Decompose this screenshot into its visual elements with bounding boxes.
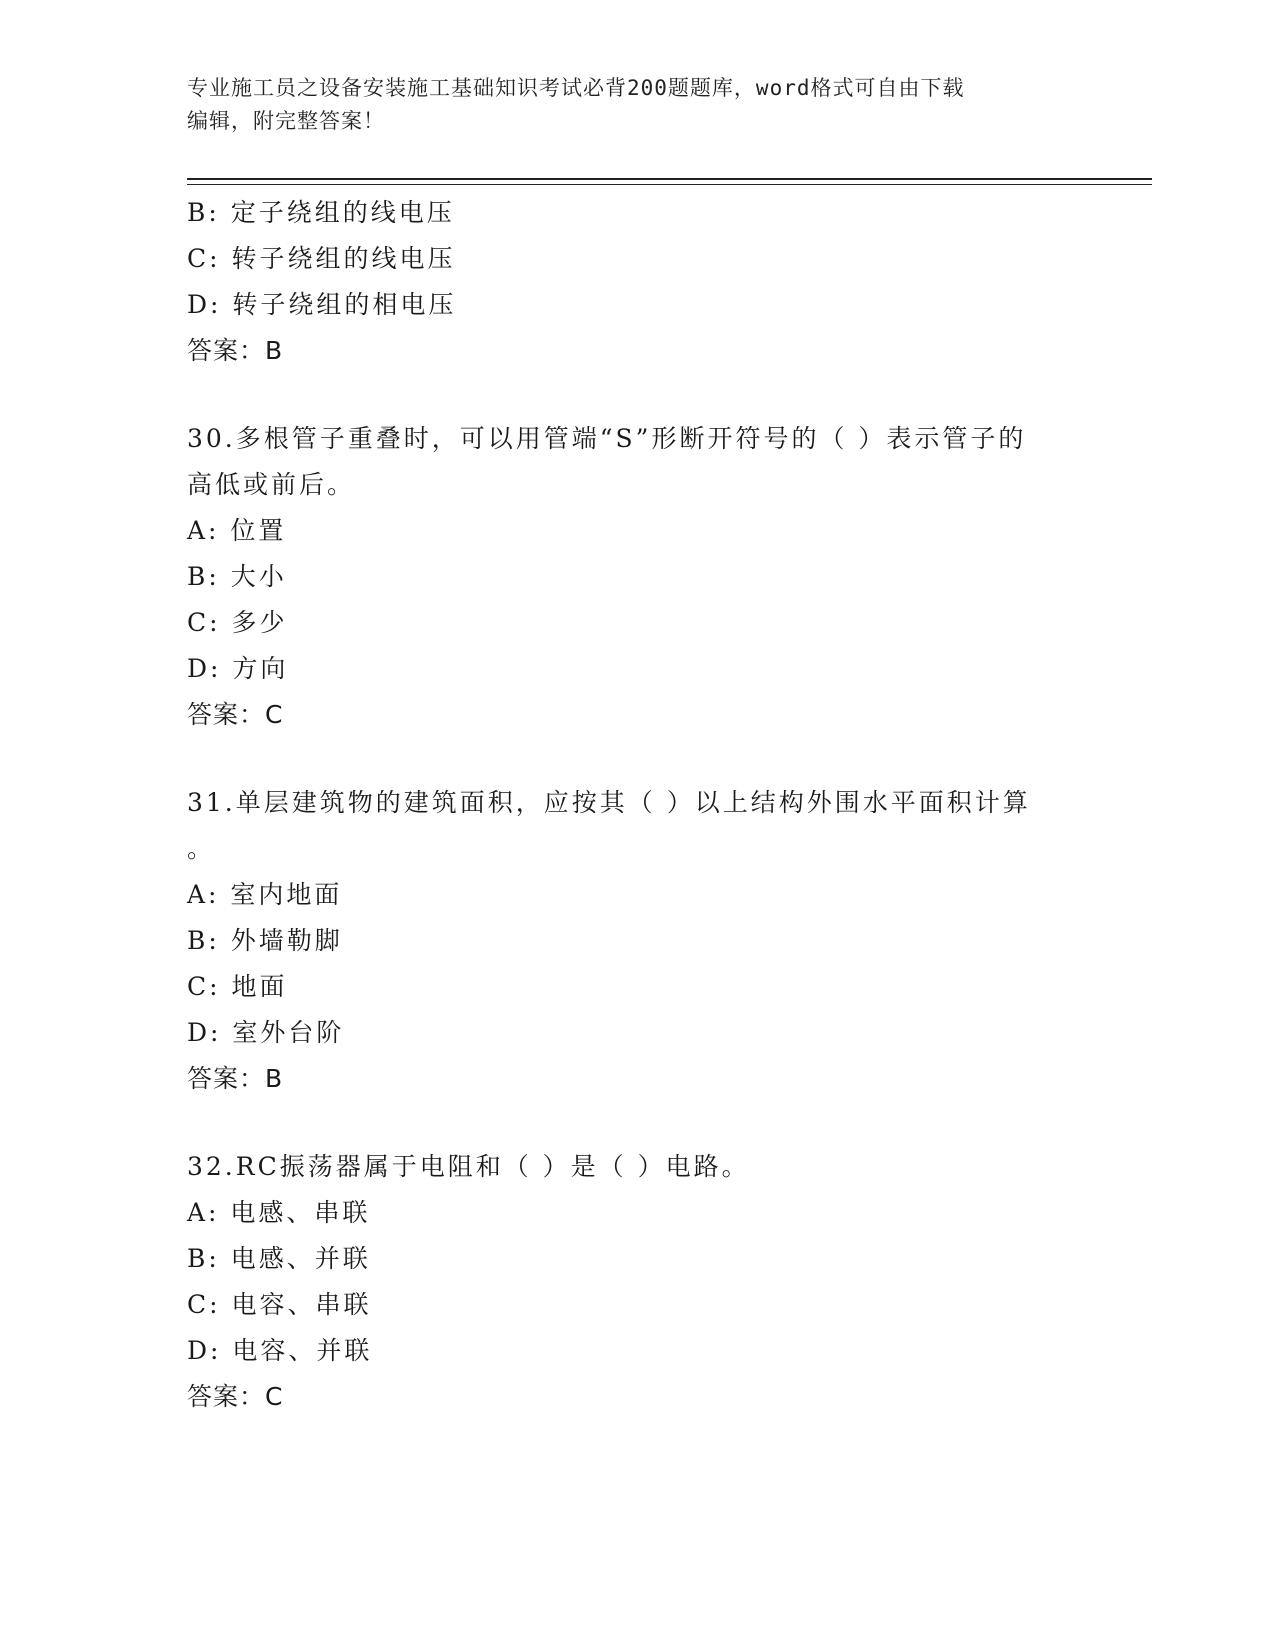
option-c: C: 电容、串联 bbox=[187, 1290, 372, 1319]
option-b: B: 电感、并联 bbox=[187, 1244, 371, 1273]
option-a: A: 电感、串联 bbox=[187, 1198, 371, 1227]
option-c: C: 地面 bbox=[187, 972, 288, 1001]
option-b: B: 大小 bbox=[187, 562, 287, 591]
option-c: C: 多少 bbox=[187, 608, 288, 637]
option-b: B: 外墙勒脚 bbox=[187, 926, 343, 955]
question-text-line: 。 bbox=[187, 834, 216, 863]
option-d: D: 方向 bbox=[187, 654, 289, 683]
header-rule-thick bbox=[187, 178, 1152, 180]
question-text-line: 高低或前后。 bbox=[187, 470, 356, 499]
answer: 答案：B bbox=[187, 336, 284, 365]
option-c: C: 转子绕组的线电压 bbox=[187, 244, 456, 273]
question-30 bbox=[187, 416, 1087, 738]
option-a: A: 室内地面 bbox=[187, 880, 343, 909]
option-b: B: 定子绕组的线电压 bbox=[187, 198, 455, 227]
option-d: D: 转子绕组的相电压 bbox=[187, 290, 457, 319]
question-text-line: 32.RC振荡器属于电阻和（ ）是（ ）电路。 bbox=[187, 1152, 750, 1181]
header-line-2: 编辑，附完整答案！ bbox=[187, 109, 385, 133]
header-line-1: 专业施工员之设备安装施工基础知识考试必背200题题库，word格式可自由下载 bbox=[187, 76, 965, 100]
option-a: A: 位置 bbox=[187, 516, 287, 545]
header-rule-thin bbox=[187, 184, 1152, 185]
question-31 bbox=[187, 780, 1087, 1102]
question-text-line: 30.多根管子重叠时，可以用管端“S”形断开符号的（ ）表示管子的 bbox=[187, 424, 1027, 453]
question-29-remainder bbox=[187, 190, 1087, 374]
option-d: D: 电容、并联 bbox=[187, 1336, 373, 1365]
option-d: D: 室外台阶 bbox=[187, 1018, 345, 1047]
document-header bbox=[187, 72, 1087, 138]
answer: 答案：C bbox=[187, 700, 284, 729]
question-32 bbox=[187, 1144, 1087, 1420]
question-list bbox=[187, 190, 1087, 1420]
answer: 答案：C bbox=[187, 1382, 284, 1411]
answer: 答案：B bbox=[187, 1064, 284, 1093]
question-text-line: 31.单层建筑物的建筑面积，应按其（ ）以上结构外围水平面积计算 bbox=[187, 788, 1031, 817]
